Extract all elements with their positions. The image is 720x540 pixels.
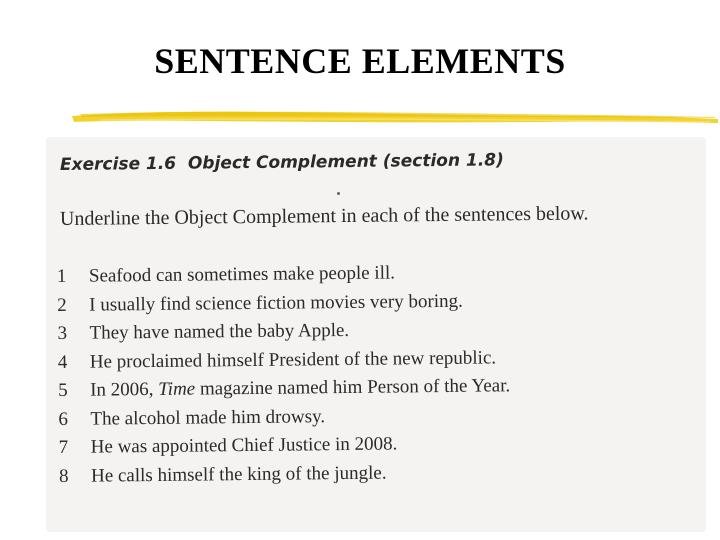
sentence-text: Seafood can sometimes make people ill. bbox=[88, 262, 396, 287]
sentence-text: He proclaimed himself President of the new republic. bbox=[89, 346, 497, 373]
sentence-number: 5 bbox=[58, 379, 68, 401]
exercise-instruction: Underline the Object Complement in each of the sentences below. bbox=[59, 202, 589, 230]
speck bbox=[337, 192, 340, 195]
sentence-item bbox=[57, 287, 509, 320]
sentence-text: He calls himself the king of the jungle. bbox=[90, 462, 387, 487]
sentence-text-italic: Time bbox=[158, 378, 196, 400]
sentence-number: 6 bbox=[58, 408, 69, 430]
slide-title: SENTENCE ELEMENTS bbox=[154, 41, 566, 81]
sentence-number: 2 bbox=[57, 294, 67, 316]
sentence-text: The alcohol made him drowsy. bbox=[90, 405, 326, 430]
sentence-list bbox=[57, 258, 511, 491]
sentence-number: 3 bbox=[57, 322, 68, 345]
sentence-number: 4 bbox=[57, 351, 68, 373]
title-underline-brushstroke bbox=[70, 104, 720, 126]
sentence-item bbox=[58, 372, 510, 405]
sentence-item bbox=[59, 458, 511, 491]
exercise-title: Object Complement (section 1.8) bbox=[187, 150, 504, 174]
exercise-number: Exercise 1.6 bbox=[59, 153, 177, 175]
sentence-text: He was appointed Chief Justice in 2008. bbox=[90, 433, 398, 458]
sentence-number: 7 bbox=[58, 436, 69, 458]
sentence-number: 8 bbox=[58, 465, 69, 487]
sentence-number: 1 bbox=[56, 265, 67, 288]
sentence-text-pre: In 2006, bbox=[90, 378, 159, 401]
sentence-text: They have named the baby Apple. bbox=[89, 319, 350, 344]
sentence-text: I usually find science fiction movies very boring. bbox=[89, 290, 463, 316]
sentence-text-post: magazine named him Person of the Year. bbox=[195, 375, 511, 400]
